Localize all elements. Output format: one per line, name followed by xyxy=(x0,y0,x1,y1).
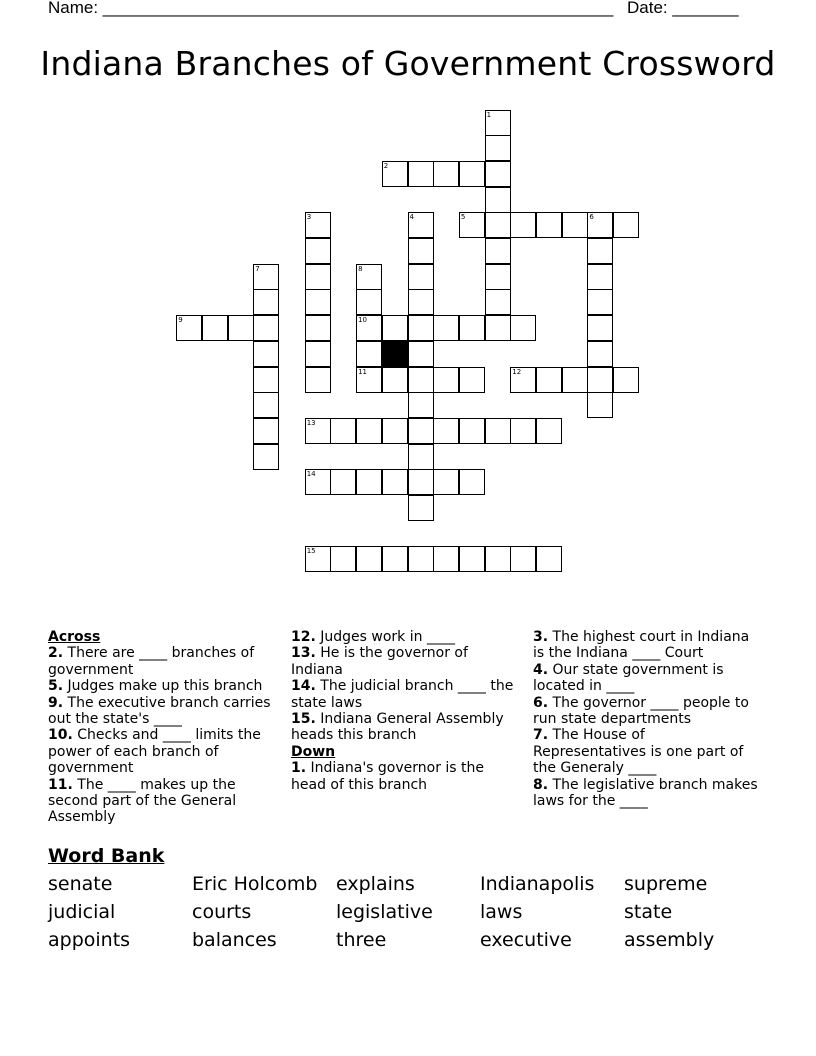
grid-cell[interactable] xyxy=(305,212,331,238)
word-bank-item: judicial xyxy=(48,901,116,923)
clue-text: The judicial branch ____ the state laws xyxy=(291,678,514,711)
grid-cell[interactable] xyxy=(356,469,382,495)
grid-cell[interactable] xyxy=(510,367,536,393)
grid-cell[interactable] xyxy=(253,444,279,470)
clue-item xyxy=(48,695,278,728)
grid-cell[interactable] xyxy=(253,264,279,290)
clue-number-label: 12. xyxy=(291,629,316,645)
clue-number-label: 1. xyxy=(291,760,307,777)
grid-cell[interactable] xyxy=(587,341,613,367)
grid-cell[interactable] xyxy=(562,367,588,393)
clue-number-label: 4. xyxy=(533,661,549,678)
clues-column-2 xyxy=(291,629,516,793)
word-bank-item: supreme xyxy=(624,873,708,895)
clue-item xyxy=(48,645,278,678)
grid-cell[interactable] xyxy=(408,444,434,470)
clue-item xyxy=(48,678,278,694)
grid-cell[interactable] xyxy=(408,161,434,187)
clue-number: 10 xyxy=(358,316,368,325)
grid-cell[interactable] xyxy=(305,546,331,572)
grid-cell[interactable] xyxy=(587,238,613,264)
clue-text: Our state government is located in ____ xyxy=(533,661,724,695)
grid-cell[interactable] xyxy=(408,469,434,495)
clue-number: 14 xyxy=(306,470,316,479)
clue-text: He is the governor of Indiana xyxy=(291,645,468,678)
clue-number: 7 xyxy=(255,264,260,273)
word-bank-item: courts xyxy=(192,901,252,923)
grid-cell[interactable] xyxy=(253,392,279,418)
grid-cell[interactable] xyxy=(510,418,536,444)
clue-number-label: 3. xyxy=(533,629,549,645)
name-field-label: Name: ______________________________________________________ xyxy=(48,0,614,17)
grid-cell[interactable] xyxy=(459,546,485,572)
clue-number: 8 xyxy=(358,264,363,273)
grid-cell[interactable] xyxy=(459,212,485,238)
grid-cell[interactable] xyxy=(587,367,613,393)
grid-cell[interactable] xyxy=(485,187,511,213)
grid-cell[interactable] xyxy=(382,315,408,341)
grid-cell[interactable] xyxy=(587,212,613,238)
grid-cell[interactable] xyxy=(356,315,382,341)
grid-cell[interactable] xyxy=(510,212,536,238)
grid-cell[interactable] xyxy=(202,315,228,341)
grid-cell[interactable] xyxy=(330,546,356,572)
grid-cell[interactable] xyxy=(330,418,356,444)
clue-number-label: 11. xyxy=(48,776,73,793)
clue-text: The legislative branch makes laws for the ____ xyxy=(533,776,758,810)
clue-text: Checks and ____ limits the power of each branch of government xyxy=(48,727,261,777)
grid-cell[interactable] xyxy=(485,110,511,136)
clue-item xyxy=(291,711,516,744)
word-bank-item: assembly xyxy=(624,929,715,951)
clue-text: The ____ makes up the second part of the General Assembly xyxy=(48,776,237,826)
word-bank-item: balances xyxy=(192,929,277,951)
grid-cell[interactable] xyxy=(253,315,279,341)
grid-cell[interactable] xyxy=(408,238,434,264)
clue-number: 11 xyxy=(358,367,368,376)
grid-cell[interactable] xyxy=(587,289,613,315)
grid-cell[interactable] xyxy=(536,212,562,238)
grid-cell[interactable] xyxy=(356,418,382,444)
word-bank-item: appoints xyxy=(48,929,131,951)
grid-cell[interactable] xyxy=(382,469,408,495)
word-bank-item: Eric Holcomb xyxy=(192,873,318,895)
clue-number: 3 xyxy=(306,213,312,222)
grid-cell[interactable] xyxy=(408,264,434,290)
clue-item xyxy=(291,645,516,678)
word-bank-item: legislative xyxy=(336,901,433,923)
grid-cell[interactable] xyxy=(485,264,511,290)
grid-cell[interactable] xyxy=(408,212,434,238)
word-bank-item: state xyxy=(624,901,673,923)
down-heading: Down xyxy=(291,743,336,760)
clue-item xyxy=(533,695,758,728)
clue-number: 9 xyxy=(178,316,183,325)
date-field-label: Date: _______ xyxy=(627,0,739,17)
grid-cell[interactable] xyxy=(305,469,331,495)
clue-number-label: 14. xyxy=(291,678,316,695)
clue-text: The governor ____ people to run state departments xyxy=(533,694,749,728)
grid-cell[interactable] xyxy=(408,341,434,367)
clues-column-1 xyxy=(48,629,278,826)
grid-cell[interactable] xyxy=(459,161,485,187)
grid-cell[interactable] xyxy=(408,418,434,444)
grid-cell[interactable] xyxy=(587,392,613,418)
page-title: Indiana Branches of Government Crossword xyxy=(40,44,776,83)
grid-cell[interactable] xyxy=(459,315,485,341)
grid-cell[interactable] xyxy=(305,418,331,444)
grid-cell[interactable] xyxy=(408,367,434,393)
grid-cell[interactable] xyxy=(356,341,382,367)
grid-cell[interactable] xyxy=(510,546,536,572)
clue-item xyxy=(48,777,278,826)
grid-cell[interactable] xyxy=(408,315,434,341)
grid-block-cell xyxy=(382,341,408,367)
word-bank-item: executive xyxy=(480,929,572,951)
clue-text: Judges work in ____ xyxy=(315,629,455,645)
clue-item xyxy=(291,629,516,645)
word-bank-item: laws xyxy=(480,901,523,923)
grid-cell[interactable] xyxy=(253,367,279,393)
grid-cell[interactable] xyxy=(305,289,331,315)
clue-item xyxy=(48,727,278,776)
grid-cell[interactable] xyxy=(485,161,511,187)
grid-cell[interactable] xyxy=(330,469,356,495)
clue-item xyxy=(533,727,758,776)
grid-cell[interactable] xyxy=(382,418,408,444)
clue-number: 1 xyxy=(486,110,492,119)
grid-cell[interactable] xyxy=(613,212,639,238)
grid-cell[interactable] xyxy=(356,264,382,290)
clue-text: Judges make up this branch xyxy=(63,678,263,695)
grid-cell[interactable] xyxy=(253,341,279,367)
clue-number-label: 13. xyxy=(291,645,316,662)
grid-cell[interactable] xyxy=(253,289,279,315)
grid-cell[interactable] xyxy=(433,161,459,187)
grid-cell[interactable] xyxy=(510,315,536,341)
grid-cell[interactable] xyxy=(485,546,511,572)
grid-cell[interactable] xyxy=(433,367,459,393)
clue-item xyxy=(533,662,758,695)
grid-cell[interactable] xyxy=(305,341,331,367)
word-bank-item: senate xyxy=(48,873,113,895)
grid-cell[interactable] xyxy=(459,367,485,393)
grid-cell[interactable] xyxy=(459,418,485,444)
clue-number: 4 xyxy=(409,213,414,222)
grid-cell[interactable] xyxy=(408,546,434,572)
grid-cell[interactable] xyxy=(536,418,562,444)
grid-cell[interactable] xyxy=(433,315,459,341)
grid-cell[interactable] xyxy=(176,315,202,341)
grid-cell[interactable] xyxy=(433,546,459,572)
clue-text: The executive branch carries out the state's ____ xyxy=(48,694,271,728)
clue-text: Indiana General Assembly heads this branch xyxy=(291,711,504,744)
grid-cell[interactable] xyxy=(228,315,254,341)
word-bank-title: Word Bank xyxy=(48,845,165,867)
clue-number-label: 9. xyxy=(48,694,64,711)
word-bank-item: three xyxy=(336,929,387,951)
word-bank-item: Indianapolis xyxy=(480,873,595,895)
grid-cell[interactable] xyxy=(433,469,459,495)
clue-number: 2 xyxy=(383,161,389,170)
clue-item xyxy=(291,678,516,711)
grid-cell[interactable] xyxy=(485,418,511,444)
across-heading: Across xyxy=(48,629,101,645)
grid-cell[interactable] xyxy=(408,495,434,521)
clue-number-label: 6. xyxy=(533,694,549,711)
grid-cell[interactable] xyxy=(562,212,588,238)
grid-cell[interactable] xyxy=(485,238,511,264)
grid-cell[interactable] xyxy=(536,546,562,572)
grid-cell[interactable] xyxy=(356,289,382,315)
grid-cell[interactable] xyxy=(253,418,279,444)
clue-number: 12 xyxy=(512,367,522,376)
grid-cell[interactable] xyxy=(613,367,639,393)
grid-cell[interactable] xyxy=(305,264,331,290)
grid-cell[interactable] xyxy=(536,367,562,393)
clue-number: 5 xyxy=(460,213,466,222)
clue-text: Indiana's governor is the head of this branch xyxy=(291,760,485,793)
word-bank-item: explains xyxy=(336,873,415,895)
clue-item xyxy=(533,777,758,810)
clue-number: 13 xyxy=(306,418,316,427)
grid-cell[interactable] xyxy=(485,289,511,315)
grid-cell[interactable] xyxy=(356,367,382,393)
grid-cell[interactable] xyxy=(459,469,485,495)
clue-item xyxy=(533,629,758,662)
clue-text: The highest court in Indiana is the Indiana ____ Court xyxy=(533,629,750,662)
clue-number: 6 xyxy=(589,213,594,222)
grid-cell[interactable] xyxy=(305,315,331,341)
grid-cell[interactable] xyxy=(587,315,613,341)
grid-cell[interactable] xyxy=(356,546,382,572)
grid-cell[interactable] xyxy=(485,212,511,238)
grid-cell[interactable] xyxy=(408,289,434,315)
grid-cell[interactable] xyxy=(305,238,331,264)
clue-number-label: 8. xyxy=(533,776,549,793)
grid-cell[interactable] xyxy=(587,264,613,290)
grid-cell[interactable] xyxy=(433,418,459,444)
grid-cell[interactable] xyxy=(485,315,511,341)
clue-number: 15 xyxy=(306,547,316,556)
grid-cell[interactable] xyxy=(485,135,511,161)
clue-number-label: 5. xyxy=(48,678,64,695)
grid-cell[interactable] xyxy=(382,367,408,393)
clue-number-label: 10. xyxy=(48,727,73,744)
grid-cell[interactable] xyxy=(408,392,434,418)
grid-cell[interactable] xyxy=(305,367,331,393)
clue-item xyxy=(291,760,516,793)
clue-number-label: 15. xyxy=(291,711,316,728)
grid-cell[interactable] xyxy=(382,546,408,572)
clue-text: There are ____ branches of government xyxy=(48,645,255,678)
clues-column-3 xyxy=(533,629,758,809)
clue-number-label: 2. xyxy=(48,645,64,662)
grid-cell[interactable] xyxy=(382,161,408,187)
clue-text: The House of Representatives is one part of the Generaly ____ xyxy=(533,727,744,777)
clue-number-label: 7. xyxy=(533,727,549,744)
